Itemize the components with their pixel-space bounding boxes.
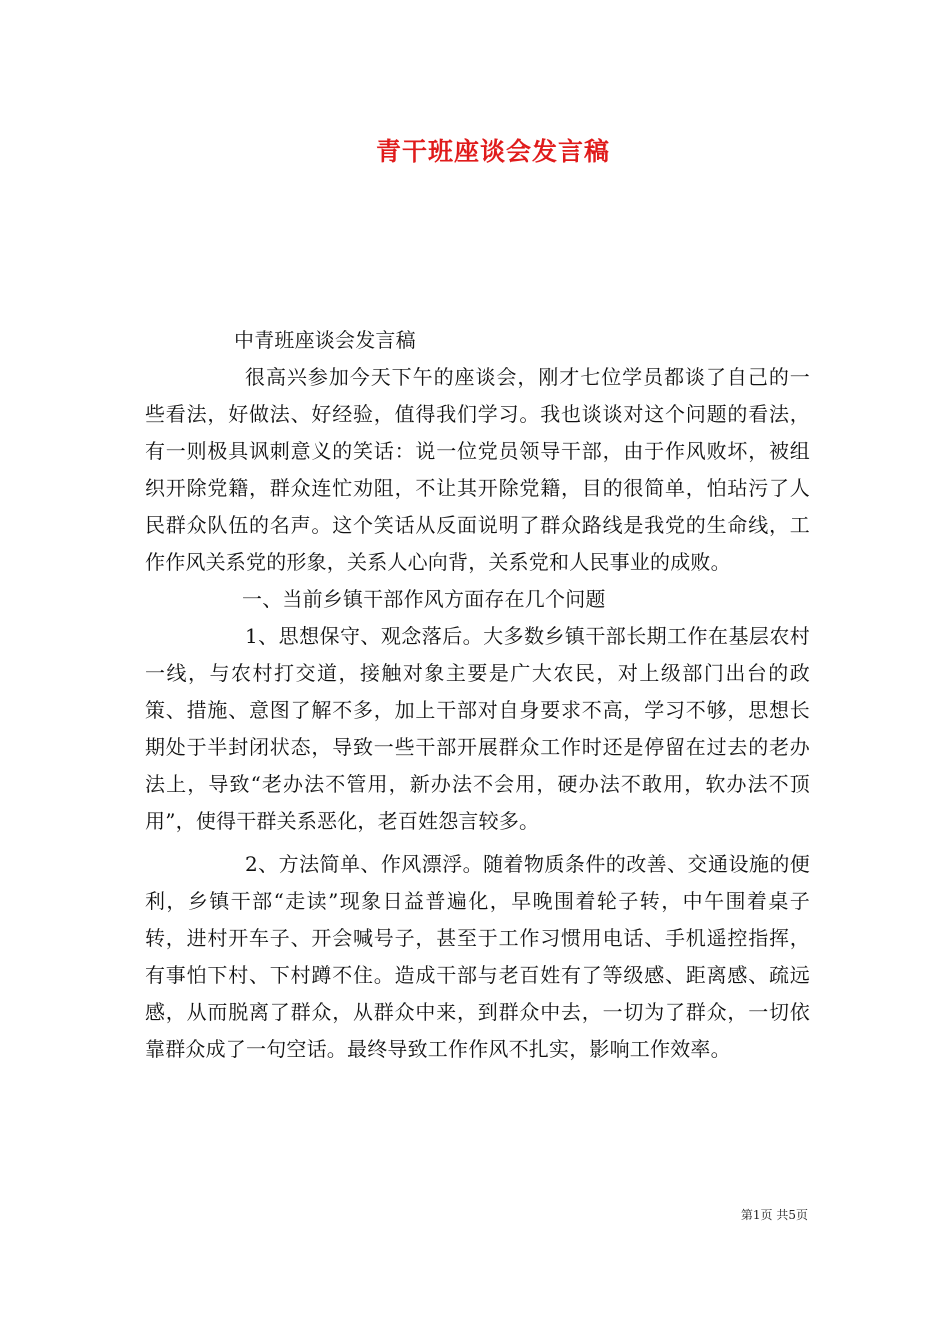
paragraph-intro: 很高兴参加今天下午的座谈会，刚才七位学员都谈了自己的一些看法，好做法、好经验，值得我们学习。我也谈谈对这个问题的看法，有一则极具讽刺意义的笑话：说一位党员领导干部，由于作风败坏，被组织开除党籍，群众连忙劝阻，不让其开除党籍，目的很简单，怕玷污了人民群众队伍的名声。这个笑话从反面说明了群众路线是我党的生命线，工作作风关系党的形象，关系人心向背，关系党和人民事业的成败。 xyxy=(145,365,810,574)
document-subtitle: 中青班座谈会发言稿 xyxy=(234,328,416,352)
document-body xyxy=(145,322,810,1068)
paragraph-point-1: 1、思想保守、观念落后。大多数乡镇干部长期工作在基层农村一线，与农村打交道，接触对象主要是广大农民，对上级部门出台的政策、措施、意图了解不多，加上干部对自身要求不高，学习不够，思想长期处于半封闭状态，导致一些干部开展群众工作时还是停留在过去的老办法上，导致“老办法不管用，新办法不会用，硬办法不敢用，软办法不顶用”，使得干群关系恶化，老百姓怨言较多。 xyxy=(145,624,810,833)
section-heading: 一、当前乡镇干部作风方面存在几个问题 xyxy=(242,587,606,611)
paragraph-point-2: 2、方法简单、作风漂浮。随着物质条件的改善、交通设施的便利，乡镇干部“走读”现象日益普遍化，早晚围着轮子转，中午围着桌子转，进村开车子、开会喊号子，甚至于工作习惯用电话、手机遥控指挥，有事怕下村、下村蹲不住。造成干部与老百姓有了等级感、距离感、疏远感，从而脱离了群众，从群众中来，到群众中去，一切为了群众，一切依靠群众成了一句空话。最终导致工作作风不扎实，影响工作效率。 xyxy=(145,852,810,1061)
page-number: 第1页 共5页 xyxy=(740,1208,808,1222)
document-title: 青干班座谈会发言稿 xyxy=(375,137,610,166)
